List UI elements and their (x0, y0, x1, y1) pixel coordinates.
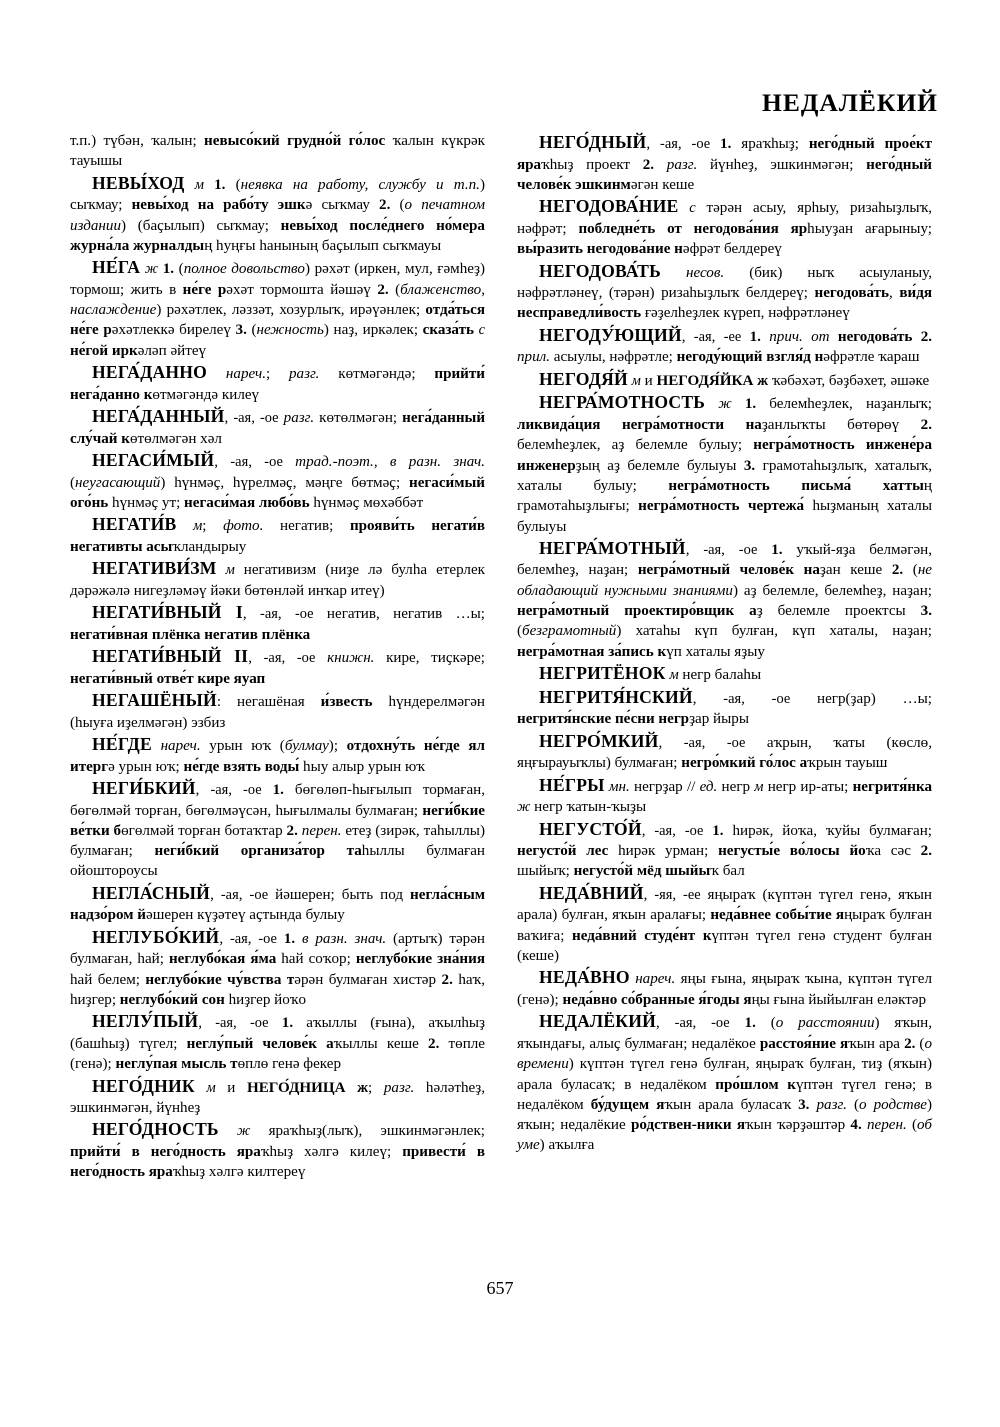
dictionary-entry: НЕГРО́МКИЙ, -ая, -ое аҡрын, ҡаты (көслө, яңғырауыҡлы) булмаған; негро́мкий го́лос аҡрын тауыш (517, 730, 932, 772)
dictionary-entry: НЕГРИТЯ́НСКИЙ, -ая, -ое негр(ҙар) …ы; негритя́нские пе́сни негрҙар йыры (517, 686, 933, 728)
dictionary-entry: НЕ́ГДЕ нареч. урын юҡ (булмау); отдохну́ть не́где ял итергә урын юҡ; не́где взять воды́ һыу алыр урын юҡ (70, 733, 485, 775)
dictionary-entry: НЕДА́ВНИЙ, -яя, -ее яңыраҡ (күптән түгел генә, яҡын арала) булған, яҡын аралағы; неда́внее собы́тие яңыраҡ булған ваҡиға; неда́вний студе́нт күптән түгел генә студент булған (кеше) (517, 882, 932, 965)
page-number: 657 (486, 1278, 514, 1298)
dictionary-entry: НЕВЫ́ХОД м 1. (неявка на работу, службу и т.п.) сыҡмау; невы́ход на рабо́ту эшкә сыҡмау 2. (о печатном издании) (баҫылып) сыҡмау; невы́ход после́днего но́мера журна́ла журналдың һуңғы һанының баҫылып сыҡмауы (70, 172, 485, 254)
dictionary-entry: НЕГО́ДНОСТЬ ж яраҡһыҙ(лыҡ), эшкинмәгәнлек; прийти́ в него́дность яраҡһыҙ хәлгә килеү; привести́ в него́дность яраҡһыҙ хәлгә килтереү (70, 1119, 485, 1181)
dictionary-entry: НЕГЛА́СНЫЙ, -ая, -ое йәшерен; быть под негла́сным надзо́ром йәшерен күҙәтеү аҫтында булыу (70, 882, 486, 924)
two-column-body (70, 131, 932, 1183)
dictionary-entry: НЕГО́ДНИК м и НЕГО́ДНИЦА ж; разг. һәләтһеҙ, эшкинмәгән, йүнһеҙ (70, 1075, 485, 1117)
column-right (517, 131, 932, 1183)
dictionary-entry: НЕГАШЁНЫЙ: негашёная и́звесть һүндерелмәгән (һыуға иҙелмәгән) эзбиз (70, 690, 486, 731)
dictionary-entry: НЕ́ГА ж 1. (полное довольство) рәхәт (иркен, мул, ғәмһеҙ) тормош; жить в не́ге рәхәт тормошта йәшәү 2. (блаженство, наслаждение) рәхәтлек, ләззәт, хозурлыҡ, ирәүәнлек; отда́ться не́ге рәхәтлеккә бирелеү 3. (нежность) наҙ, иркәлек; сказа́ть с не́гой иркәләп әйтеү (70, 257, 485, 359)
dictionary-entry: НЕГЛУБО́КИЙ, -ая, -ое 1. в разн. знач. (артыҡ) тәрән булмаған, һай; неглубо́кая я́ма һай соҡор; неглубо́кие зна́ния һай белем; неглубо́кие чу́вства тәрән булмаған хистәр 2. һаҡ, һиҙгер; неглубо́кий сон һиҙгер йоҡо (70, 926, 485, 1008)
dictionary-entry: НЕГЛУ́ПЫЙ, -ая, -ое 1. аҡыллы (ғына), аҡылһыҙ (башһыҙ) түгел; неглу́пый челове́к аҡыллы кеше 2. төпле (генә); неглу́пая мысль төплө генә фекер (70, 1011, 486, 1073)
dictionary-entry: НЕГО́ДНЫЙ, -ая, -ое 1. яраҡһыҙ; него́дный прое́кт яраҡһыҙ проект 2. разг. йүнһеҙ, эшкинмәгән; него́дный челове́к эшкинмәгән кеше (517, 132, 933, 193)
dictionary-entry: НЕГАТИ́ВНЫЙ I, -ая, -ое негатив, негатив …ы; негати́вная плёнка негатив плёнка (70, 602, 485, 643)
dictionary-entry: НЕГОДЯ́Й м и НЕГОДЯ́ЙКА ж ҡәбәхәт, бәҙбәхет, әшәке (539, 368, 930, 389)
dictionary-entry: НЕГОДОВА́НИЕ с тәрән асыу, ярһыу, ризаһыҙлыҡ, нәфрәт; побледне́ть от негодова́ния ярһыуҙан ағарыныу; вы́разить негодова́ние нәфрәт белдереү (517, 196, 932, 258)
dictionary-entry: НЕГУСТО́Й, -ая, -ое 1. һирәк, йоҡа, ҡуйы булмаған; негусто́й лес һирәк урман; негусты́е во́лосы йоҡа сәс 2. шыйыҡ; негусто́й мёд шыйыҡ бал (517, 818, 933, 880)
dictionary-entry: НЕГИ́БКИЙ, -ая, -ое 1. бөгөлөп-һығылып тормаған, бөгөлмәй торған, бөгөлмәүсән, һығылмалы булмаған; неги́бкие ве́тки бөгөлмәй торған ботаҡтар 2. перен. етеҙ (зирәк, таһыллы) булмаған; неги́бкий организа́тор таһыллы булмаған ойоштороусы (70, 777, 486, 880)
dictionary-entry: НЕ́ГРЫ мн. негрҙар // ед. негр м негр ир-аты; негритя́нка ж негр ҡатын-ҡыҙы (517, 774, 932, 816)
entry-continuation: т.п.) түбән, ҡалын; невысо́кий грудно́й го́лос ҡалын күкрәк тауышы (70, 133, 486, 170)
dictionary-entry: НЕГОДУ́ЮЩИЙ, -ая, -ее 1. прич. от негодова́ть 2. прил. асыулы, нәфрәтле; негоду́ющий взгля́д нәфрәтле ҡараш (517, 324, 933, 366)
dictionary-entry: НЕГОДОВА́ТЬ несов. (бик) ныҡ асыуланыу, нәфрәтләнеү, (тәрән) ризаһыҙлыҡ белдереү; негодова́ть, ви́дя несправедли́вость ғәҙелһеҙлек күреп, нәфрәтләнеү (517, 260, 932, 322)
dictionary-entry: НЕГА́ДАННЫЙ, -ая, -ое разг. көтөлмәгән; нега́данный слу́чай көтөлмәгән хәл (70, 406, 486, 447)
running-head: НЕДАЛЁКИЙ (762, 88, 938, 117)
dictionary-entry: НЕГРИТЁНОК м негр балаһы (539, 662, 762, 683)
dictionary-entry: НЕГАТИ́ВНЫЙ II, -ая, -ое книжн. кире, тиҫкәре; негати́вный отве́т кире яуап (70, 646, 486, 687)
column-left (70, 131, 485, 1183)
dictionary-entry: НЕДАЛЁКИЙ, -ая, -ое 1. (о расстоянии) яҡын, яҡындағы, алыҫ булмаған; недалёкое расстоя́ние яҡын ара 2. (о времени) күптән түгел генә булған, яңыраҡ булған, тиҙ (яҡын) арала буласаҡ; в недалёком про́шлом күптән түгел генә; в недалёком бу́дущем яҡын арала буласаҡ 3. разг. (о родстве) яҡын; недалёкие ро́дствен-ники яҡын ҡәрҙәштәр 4. перен. (об уме) аҡылға (517, 1011, 933, 1154)
dictionary-entry: НЕГРА́МОТНЫЙ, -ая, -ое 1. уҡый-яҙа белмәгән, белемһеҙ, наҙан; негра́мотный челове́к наҙан кеше 2. (не обладающий нужными знаниями) аҙ белемле, белемһеҙ, наҙан; негра́мотный проектиро́вщик аҙ белемле проектсы 3. (безграмотный) хатаһы күп булған, күп хаталы, наҙан; негра́мотная за́пись күп хаталы яҙыу (517, 537, 932, 660)
dictionary-entry: НЕГА́ДАННО нареч.; разг. көтмәгәндә; прийти́ нега́данно көтмәгәндә килеү (70, 362, 485, 403)
dictionary-entry: НЕГАСИ́МЫЙ, -ая, -ое трад.-поэт., в разн. знач. (неугасающий) һүнмәҫ, һүрелмәҫ, мәңге бөтмәҫ; негаси́мый ого́нь һүнмәҫ ут; негаси́мая любо́вь һүнмәҫ мөхәббәт (70, 449, 486, 511)
dictionary-entry: НЕГАТИ́В м; фото. негатив; прояви́ть негати́в негативты асыҡландырыу (70, 514, 486, 555)
dictionary-entry: НЕДА́ВНО нареч. яңы ғына, яңыраҡ ҡына, күптән түгел (генә); неда́вно со́бранные я́годы яңы ғына йыйылған еләктәр (517, 967, 932, 1008)
dictionary-entry: НЕГАТИВИ́ЗМ м негативизм (ниҙе лә булһа етерлек дәрәжәлә нигеҙләмәү йәки бөтөнләй инҡар итеү) (70, 558, 485, 599)
dictionary-entry: НЕГРА́МОТНОСТЬ ж 1. белемһеҙлек, наҙанлыҡ; ликвида́ция негра́мотности наҙанлыҡты бөтөрөү 2. белемһеҙлек, аҙ белемле булыу; негра́мотность инжене́ра инженерҙың аҙ белемле булыуы 3. грамотаһыҙлыҡ, хаталыҡ, хаталы булыу; негра́мотность письма́ хаттың грамотаһыҙлығы; негра́мотность чертежа́ һыҙманың хаталы булыуы (517, 392, 933, 535)
